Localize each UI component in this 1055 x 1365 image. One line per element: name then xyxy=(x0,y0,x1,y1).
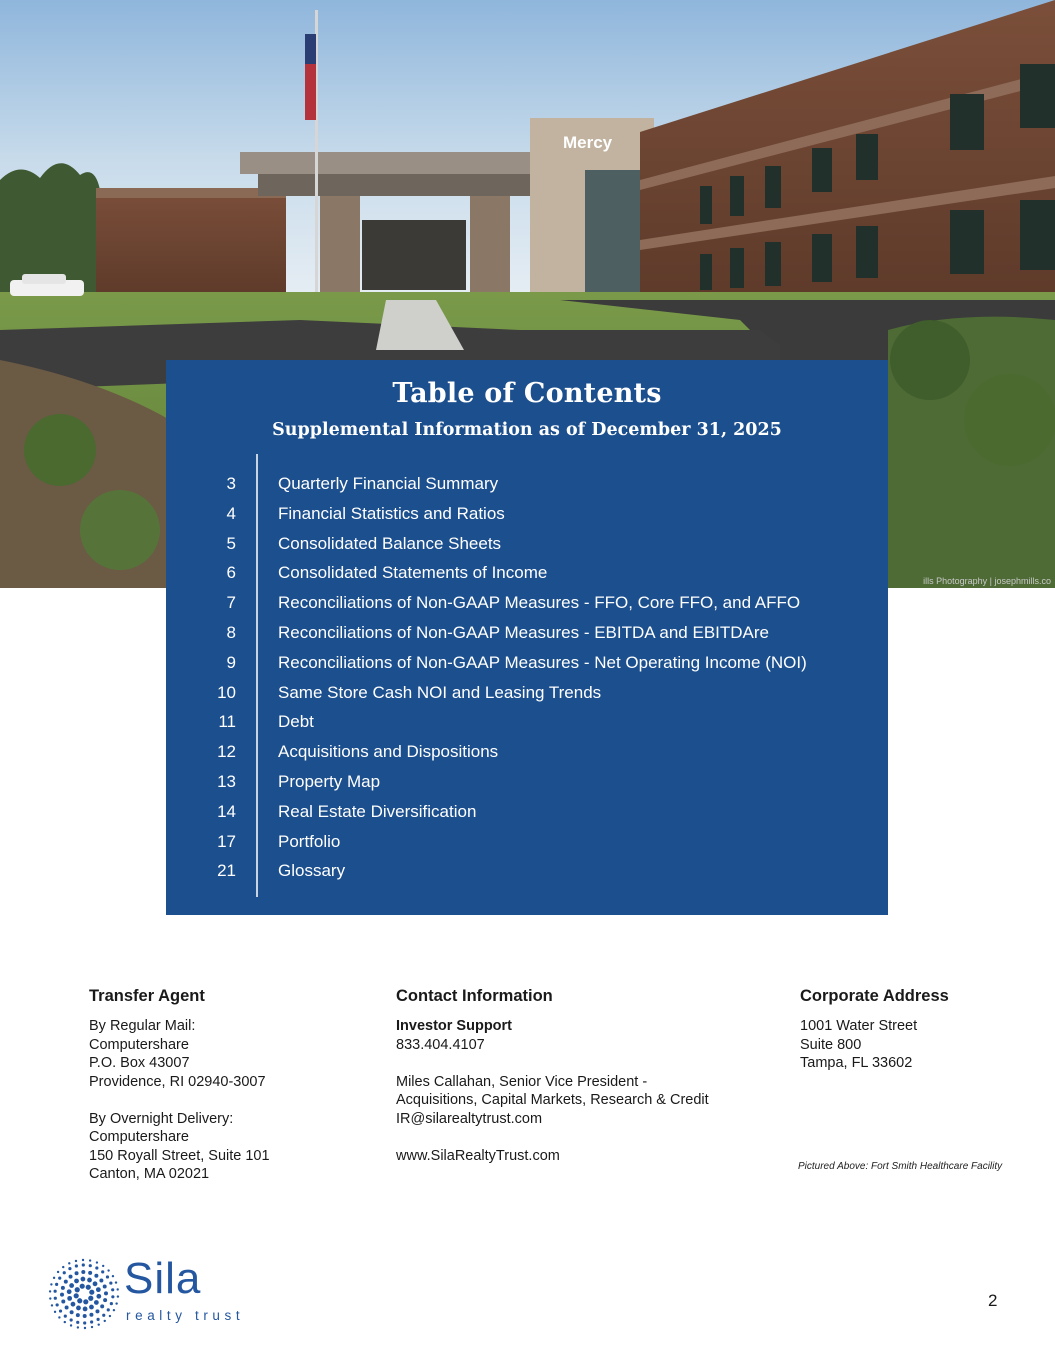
contact-information-section xyxy=(396,986,726,1165)
toc-item[interactable] xyxy=(166,530,888,560)
logo-dot xyxy=(100,1304,104,1308)
toc-item[interactable] xyxy=(166,470,888,500)
logo-dot xyxy=(109,1315,111,1317)
toc-item-label: Same Store Cash NOI and Leasing Trends xyxy=(278,682,602,702)
sila-logo xyxy=(48,1254,248,1330)
toc-page-number: 4 xyxy=(226,503,236,523)
logo-dot xyxy=(111,1295,114,1298)
logo-dot xyxy=(55,1283,58,1286)
transfer-agent-line: By Overnight Delivery: xyxy=(89,1110,234,1127)
toc-item[interactable] xyxy=(166,857,888,887)
logo-dot xyxy=(82,1263,85,1266)
logo-dot xyxy=(89,1259,91,1261)
logo-dot xyxy=(82,1259,84,1261)
logo-dot xyxy=(111,1288,114,1291)
logo-dot xyxy=(104,1320,106,1322)
logo-dot xyxy=(76,1321,79,1324)
transfer-agent-line: Computershare xyxy=(89,1129,189,1145)
logo-dot xyxy=(69,1283,74,1288)
logo-dot xyxy=(58,1316,60,1318)
address-line: 1001 Water Street xyxy=(800,1018,918,1034)
investor-support-label: Investor Support xyxy=(396,1018,513,1034)
toc-item-label: Reconciliations of Non-GAAP Measures - Net Operating Income (NOI) xyxy=(278,652,807,672)
logo-dot xyxy=(103,1298,107,1302)
logo-tagline: realty trust xyxy=(126,1308,245,1323)
logo-dot xyxy=(70,1318,73,1321)
logo-dot xyxy=(94,1300,99,1305)
logo-dot xyxy=(107,1269,109,1271)
investor-support-phone[interactable]: 833.404.4107 xyxy=(396,1036,485,1053)
logo-dot xyxy=(115,1281,117,1283)
logo-dot xyxy=(104,1291,108,1295)
logo-dot xyxy=(76,1313,80,1317)
toc-item[interactable] xyxy=(166,768,888,798)
toc-page-number: 21 xyxy=(217,861,236,881)
logo-dot xyxy=(59,1309,62,1312)
toc-page-number: 17 xyxy=(217,831,236,851)
logo-dot xyxy=(96,1294,101,1299)
logo-dot xyxy=(95,1266,98,1269)
logo-dot xyxy=(61,1299,65,1303)
website-link[interactable]: www.SilaRealtyTrust.com xyxy=(396,1147,560,1164)
toc-page-number: 6 xyxy=(226,563,236,583)
spacer xyxy=(396,1128,726,1147)
toc-page-number: 8 xyxy=(226,622,236,642)
logo-dot xyxy=(115,1302,117,1304)
toc-list xyxy=(166,470,888,887)
logo-dot xyxy=(69,1275,73,1279)
toc-item[interactable] xyxy=(166,500,888,530)
toc-page-number: 13 xyxy=(217,771,236,791)
logo-dot xyxy=(102,1265,104,1267)
toc-item[interactable] xyxy=(166,619,888,649)
starburst-logo-icon xyxy=(48,1258,120,1330)
logo-dot xyxy=(81,1277,86,1282)
logo-dot xyxy=(89,1264,92,1267)
logo-dot xyxy=(64,1315,67,1318)
toc-item[interactable] xyxy=(166,559,888,589)
logo-dot xyxy=(117,1288,119,1290)
photo-credit: ills Photography | josephmills.co xyxy=(923,576,1051,586)
toc-item-label: Portfolio xyxy=(278,831,341,851)
toc-item-label: Quarterly Financial Summary xyxy=(278,474,499,493)
logo-dot xyxy=(49,1297,51,1299)
logo-dot xyxy=(67,1289,72,1294)
logo-dot xyxy=(75,1260,77,1262)
logo-dot xyxy=(67,1296,72,1301)
toc-page-number: 12 xyxy=(217,742,236,762)
logo-dot xyxy=(113,1309,115,1311)
logo-dot xyxy=(90,1320,93,1323)
toc-item[interactable] xyxy=(166,589,888,619)
contact-heading: Contact Information xyxy=(396,987,553,1005)
logo-dot xyxy=(58,1277,61,1280)
logo-dot xyxy=(68,1262,70,1264)
toc-item[interactable] xyxy=(166,828,888,858)
logo-dot xyxy=(101,1270,104,1273)
logo-dot xyxy=(81,1270,85,1274)
toc-item[interactable] xyxy=(166,649,888,679)
logo-dot xyxy=(110,1302,113,1305)
transfer-agent-section xyxy=(89,986,359,1184)
toc-item-label: Glossary xyxy=(278,861,346,881)
toc-title: Table of Contents xyxy=(392,378,662,409)
logo-dot xyxy=(83,1299,88,1304)
logo-dot xyxy=(96,1287,101,1292)
logo-dot xyxy=(99,1279,103,1283)
toc-item-label: Reconciliations of Non-GAAP Measures - FFO, Core FFO, and AFFO xyxy=(278,593,801,613)
logo-dot xyxy=(88,1271,92,1275)
logo-dot xyxy=(91,1326,93,1328)
logo-dot xyxy=(83,1314,87,1318)
logo-dot xyxy=(117,1295,119,1297)
toc-item-label: Acquisitions and Dispositions xyxy=(278,742,499,762)
toc-page-number: 7 xyxy=(226,593,236,613)
transfer-agent-line xyxy=(89,1091,359,1110)
logo-dot xyxy=(93,1281,98,1286)
toc-item-label: Consolidated Balance Sheets xyxy=(278,533,502,553)
mercy-sign: Mercy xyxy=(563,133,613,152)
investor-email-link[interactable]: IR@silarealtytrust.com xyxy=(396,1110,543,1127)
logo-dot xyxy=(56,1303,59,1306)
toc-item[interactable] xyxy=(166,798,888,828)
transfer-agent-line: P.O. Box 43007 xyxy=(89,1055,190,1071)
table-of-contents xyxy=(166,360,888,915)
logo-dot xyxy=(62,1266,64,1268)
logo-dot xyxy=(107,1308,110,1311)
logo-dot xyxy=(77,1298,82,1303)
logo-dot xyxy=(89,1305,94,1310)
logo-dot xyxy=(87,1278,92,1283)
transfer-agent-line: Computershare xyxy=(89,1036,189,1053)
logo-dot xyxy=(57,1271,59,1273)
toc-item-label: Consolidated Statements of Income xyxy=(278,563,548,583)
corporate-address-section xyxy=(800,986,1030,1073)
toc-item[interactable] xyxy=(166,738,888,768)
logo-dot xyxy=(53,1277,55,1279)
transfer-agent-line: 150 Royall Street, Suite 101 xyxy=(89,1147,270,1164)
logo-dot xyxy=(84,1327,86,1329)
page-number: 2 xyxy=(988,1291,998,1310)
logo-dot xyxy=(75,1287,80,1292)
logo-dot xyxy=(95,1309,99,1313)
logo-dot xyxy=(112,1275,114,1277)
logo-dot xyxy=(70,1310,74,1314)
logo-dot xyxy=(98,1323,100,1325)
logo-dot xyxy=(74,1279,79,1284)
logo-dot xyxy=(96,1318,99,1321)
toc-item-label: Financial Statistics and Ratios xyxy=(278,503,505,523)
logo-dot xyxy=(70,1324,72,1326)
address-line: Tampa, FL 33602 xyxy=(800,1055,913,1071)
logo-dot xyxy=(96,1261,98,1263)
transfer-agent-line: Providence, RI 02940-3007 xyxy=(89,1073,266,1090)
address-line: Suite 800 xyxy=(800,1036,862,1053)
logo-dot xyxy=(83,1307,88,1312)
toc-item-label: Debt xyxy=(278,712,314,732)
photo-caption: Pictured Above: Fort Smith Healthcare Facility xyxy=(798,1161,1003,1172)
logo-dot xyxy=(83,1321,86,1324)
transfer-agent-heading: Transfer Agent xyxy=(89,987,205,1005)
logo-dot xyxy=(50,1283,52,1285)
logo-dot xyxy=(89,1313,93,1317)
logo-dot xyxy=(76,1306,81,1311)
logo-dot xyxy=(109,1281,112,1284)
logo-dot xyxy=(75,1264,78,1267)
toc-item[interactable] xyxy=(166,708,888,738)
toc-page-number: 3 xyxy=(226,474,236,493)
corporate-address-heading: Corporate Address xyxy=(800,987,949,1005)
toc-page-number: 14 xyxy=(217,801,236,821)
logo-dot xyxy=(65,1305,69,1309)
logo-dot xyxy=(80,1284,85,1289)
logo-dot xyxy=(54,1290,57,1293)
transfer-agent-line: By Regular Mail: xyxy=(89,1018,196,1034)
logo-dot xyxy=(77,1326,79,1328)
logo-dot xyxy=(49,1290,51,1292)
toc-page-number: 9 xyxy=(226,652,236,672)
logo-dot xyxy=(60,1293,64,1297)
logo-dot xyxy=(89,1290,94,1295)
logo-dot xyxy=(61,1286,65,1290)
logo-dot xyxy=(64,1280,68,1284)
toc-page-number: 5 xyxy=(226,533,236,553)
logo-dot xyxy=(64,1321,66,1323)
toc-page-number: 11 xyxy=(218,712,236,732)
toc-subtitle: Supplemental Information as of December 31, 2025 xyxy=(272,420,782,440)
logo-dot xyxy=(94,1274,98,1278)
logo-dot xyxy=(88,1296,93,1301)
logo-dot xyxy=(71,1302,76,1307)
toc-page-number: 10 xyxy=(217,682,236,702)
transfer-agent-line: Canton, MA 02021 xyxy=(89,1166,210,1182)
contact-person: Miles Callahan, Senior Vice President - Acquisitions, Capital Markets, Research & Credit xyxy=(396,1073,709,1108)
logo-dot xyxy=(63,1271,66,1274)
toc-item-label: Real Estate Diversification xyxy=(278,801,477,821)
toc-item-label: Property Map xyxy=(278,771,381,791)
logo-dot xyxy=(54,1311,56,1313)
logo-dot xyxy=(86,1285,91,1290)
logo-dot xyxy=(103,1285,107,1289)
logo-dot xyxy=(74,1293,79,1298)
toc-item-label: Reconciliations of Non-GAAP Measures - EBITDA and EBITDAre xyxy=(278,622,769,642)
logo-dot xyxy=(68,1267,71,1270)
logo-dot xyxy=(106,1275,109,1278)
logo-dot xyxy=(75,1271,79,1275)
logo-dot xyxy=(51,1304,53,1306)
logo-dot xyxy=(102,1314,105,1317)
toc-item[interactable] xyxy=(166,679,888,709)
logo-wordmark: Sila xyxy=(124,1254,202,1303)
logo-dot xyxy=(54,1297,57,1300)
spacer xyxy=(396,1054,726,1073)
